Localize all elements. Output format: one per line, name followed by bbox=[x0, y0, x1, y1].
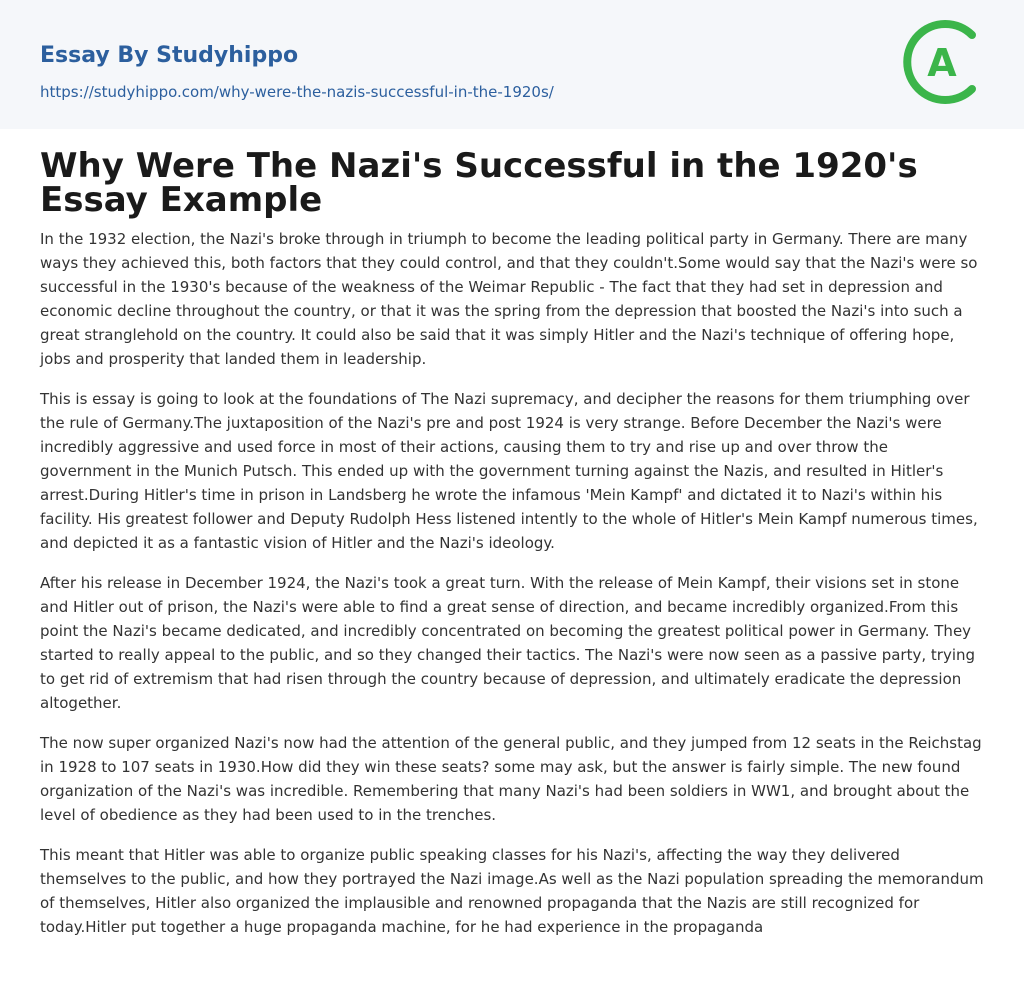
page-title: Why Were The Nazi's Successful in the 1920's Essay Example bbox=[40, 146, 918, 220]
site-header bbox=[0, 0, 1024, 129]
article bbox=[0, 146, 1024, 939]
article-paragraph: In the 1932 election, the Nazi's broke through in triumph to become the leading political party in Germany. There are many ways they achieved this, both factors that they could control, and that they couldn't.Some would say that the Nazi's were so successful in the 1930's because of the weakness of the Weimar Republic - The fact that they had set in depression and economic decline throughout the country, or that it was the spring from the depression that boosted the Nazi's into such a great stranglehold on the country. It could also be said that it was simply Hitler and the Nazi's technique of offering hope, jobs and prosperity that landed them in leadership. bbox=[40, 230, 978, 368]
essay-url-link[interactable]: https://studyhippo.com/why-were-the-nazis-successful-in-the-1920s/ bbox=[40, 83, 554, 101]
article-paragraph: After his release in December 1924, the Nazi's took a great turn. With the release of Mein Kampf, their visions set in stone and Hitler out of prison, the Nazi's were able to find a great sense of direction, and became incredibly organized.From this point the Nazi's became dedicated, and incredibly concentrated on becoming the greatest political power in Germany. They started to really appeal to the public, and so they changed their tactics. The Nazi's were now seen as a passive party, trying to get rid of extremism that had risen through the country because of depression, and ultimately eradicate the depression altogether. bbox=[40, 574, 976, 712]
article-paragraph: This meant that Hitler was able to organize public speaking classes for his Nazi's, affecting the way they delivered themselves to the public, and how they portrayed the Nazi image.As well as the Nazi population spreading the memorandum of themselves, Hitler also organized the implausible and renowned propaganda that the Nazis are still recognized for today.Hitler put together a huge propaganda machine, for he had experience in the propaganda bbox=[40, 846, 984, 936]
article-paragraph: The now super organized Nazi's now had the attention of the general public, and they jumped from 12 seats in the Reichstag in 1928 to 107 seats in 1930.How did they win these seats? some may ask, but the answer is fairly simple. The new found organization of the Nazi's was incredible. Remembering that many Nazi's had been soldiers in WW1, and brought about the level of obedience as they had been used to in the trenches. bbox=[40, 734, 982, 824]
site-brand[interactable]: Essay By Studyhippo bbox=[40, 43, 299, 68]
logo-letter: A bbox=[927, 41, 957, 85]
article-paragraph: This is essay is going to look at the foundations of The Nazi supremacy, and decipher the reasons for them triumphing over the rule of Germany.The juxtaposition of the Nazi's pre and post 1924 is very strange. Before December the Nazi's were incredibly aggressive and used force in most of their actions, causing them to try and rise up and over throw the government in the Munich Putsch. This ended up with the government turning against the Nazis, and resulted in Hitler's arrest.During Hitler's time in prison in Landsberg he wrote the infamous 'Mein Kampf' and dictated it to Nazi's within his facility. His greatest follower and Deputy Rudolph Hess listened intently to the whole of Hitler's Mein Kampf numerous times, and depicted it as a fantastic vision of Hitler and the Nazi's ideology. bbox=[40, 390, 978, 552]
studyhippo-logo-icon[interactable] bbox=[900, 20, 984, 104]
